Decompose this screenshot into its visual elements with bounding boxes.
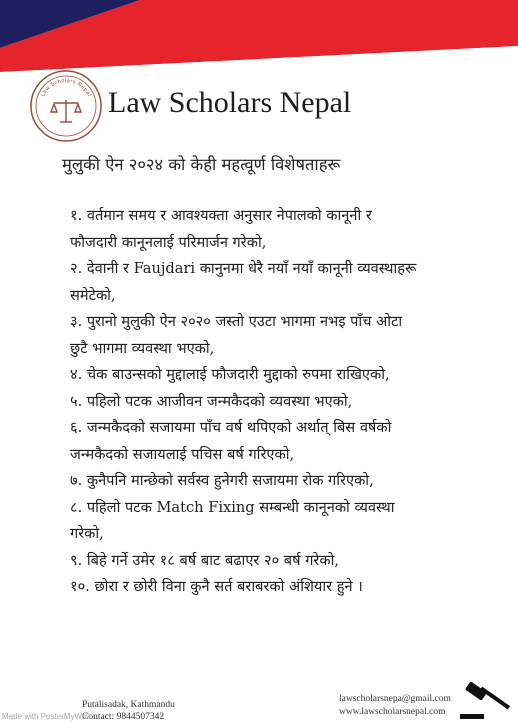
feature-line-1: ८. पहिलो पटक Match Fixing सम्बन्धी कानूनको व्यवस्था — [70, 498, 395, 516]
feature-item — [70, 495, 490, 548]
footer-phone: Contact: 9844507342 — [82, 712, 165, 722]
feature-item — [70, 389, 490, 416]
law-scholars-logo — [30, 70, 102, 142]
footer-email: lawscholarsnepa@gmail.com — [339, 694, 451, 704]
feature-item — [70, 548, 490, 575]
footer-address: Putalisadak, Kathmandu — [82, 700, 175, 710]
feature-line-1: ९. बिहे गर्ने उमेर १८ बर्ष बाट बढाएर २० बर्ष गरेको, — [70, 551, 340, 569]
feature-line-2: गरेको, — [70, 525, 104, 542]
feature-line-2: जन्मकैदको सजायलाई पचिस बर्ष गरिएको, — [70, 445, 295, 463]
brand-name: Law Scholars Nepal — [108, 86, 352, 119]
feature-item — [70, 574, 490, 601]
feature-line-1: १०. छोरा र छोरी विना कुनै सर्त बराबरको अंशियार हुने । — [70, 578, 363, 595]
footer-address-block — [82, 699, 175, 723]
watermark-text: Made with PosterMyWall — [2, 712, 90, 721]
feature-item — [70, 415, 490, 468]
footer-contact-block — [339, 693, 451, 719]
feature-item — [70, 362, 490, 389]
feature-line-1: ६. जन्मकैदको सजायमा पाँच वर्ष थपिएको अर्थात् बिस वर्षको — [70, 419, 392, 436]
gavel-icon — [460, 682, 518, 720]
logo-arc-text: Law Scholars Nepal — [40, 77, 92, 98]
feature-line-1: ५. पहिलो पटक आजीवन जन्मकैदको व्यवस्था भएको, — [70, 392, 353, 410]
feature-line-1: ७. कुनैपनि मान्छेको सर्वस्व हुनेगरी सजायमा रोक गरिएको, — [70, 472, 374, 489]
feature-item — [70, 468, 490, 495]
feature-item — [70, 203, 490, 256]
feature-line-1: १. वर्तमान समय र आवश्यक्ता अनुसार नेपालको कानूनी र — [70, 207, 372, 224]
feature-item — [70, 256, 490, 309]
feature-line-1: ४. चेक बाउन्सको मुद्दालाई फौजदारी मुद्दाको रुपमा राखिएको, — [70, 366, 390, 383]
footer-website: www.lawscholarsnepal.com — [339, 707, 446, 717]
feature-item — [70, 309, 490, 362]
feature-line-2: फौजदारी कानूनलाई परिमार्जन गरेको, — [70, 233, 267, 251]
features-list — [70, 203, 490, 601]
document-title: मुलुकी ऐन २०२४ को केही महत्वूर्ण विशेषताहरू — [62, 155, 341, 174]
feature-line-2: छुटै भागमा व्यवस्था भएको, — [70, 339, 215, 357]
feature-line-1: २. देवानी र Faujdari कानुनमा धेरै नयाँ नयाँ कानूनी व्यवस्थाहरू — [70, 260, 417, 277]
feature-line-1: ३. पुरानो मुलुकी ऐन २०२० जस्तो एउटा भागमा नभइ पाँच ओटा — [70, 313, 403, 330]
feature-line-2: समेटेको, — [70, 286, 116, 304]
